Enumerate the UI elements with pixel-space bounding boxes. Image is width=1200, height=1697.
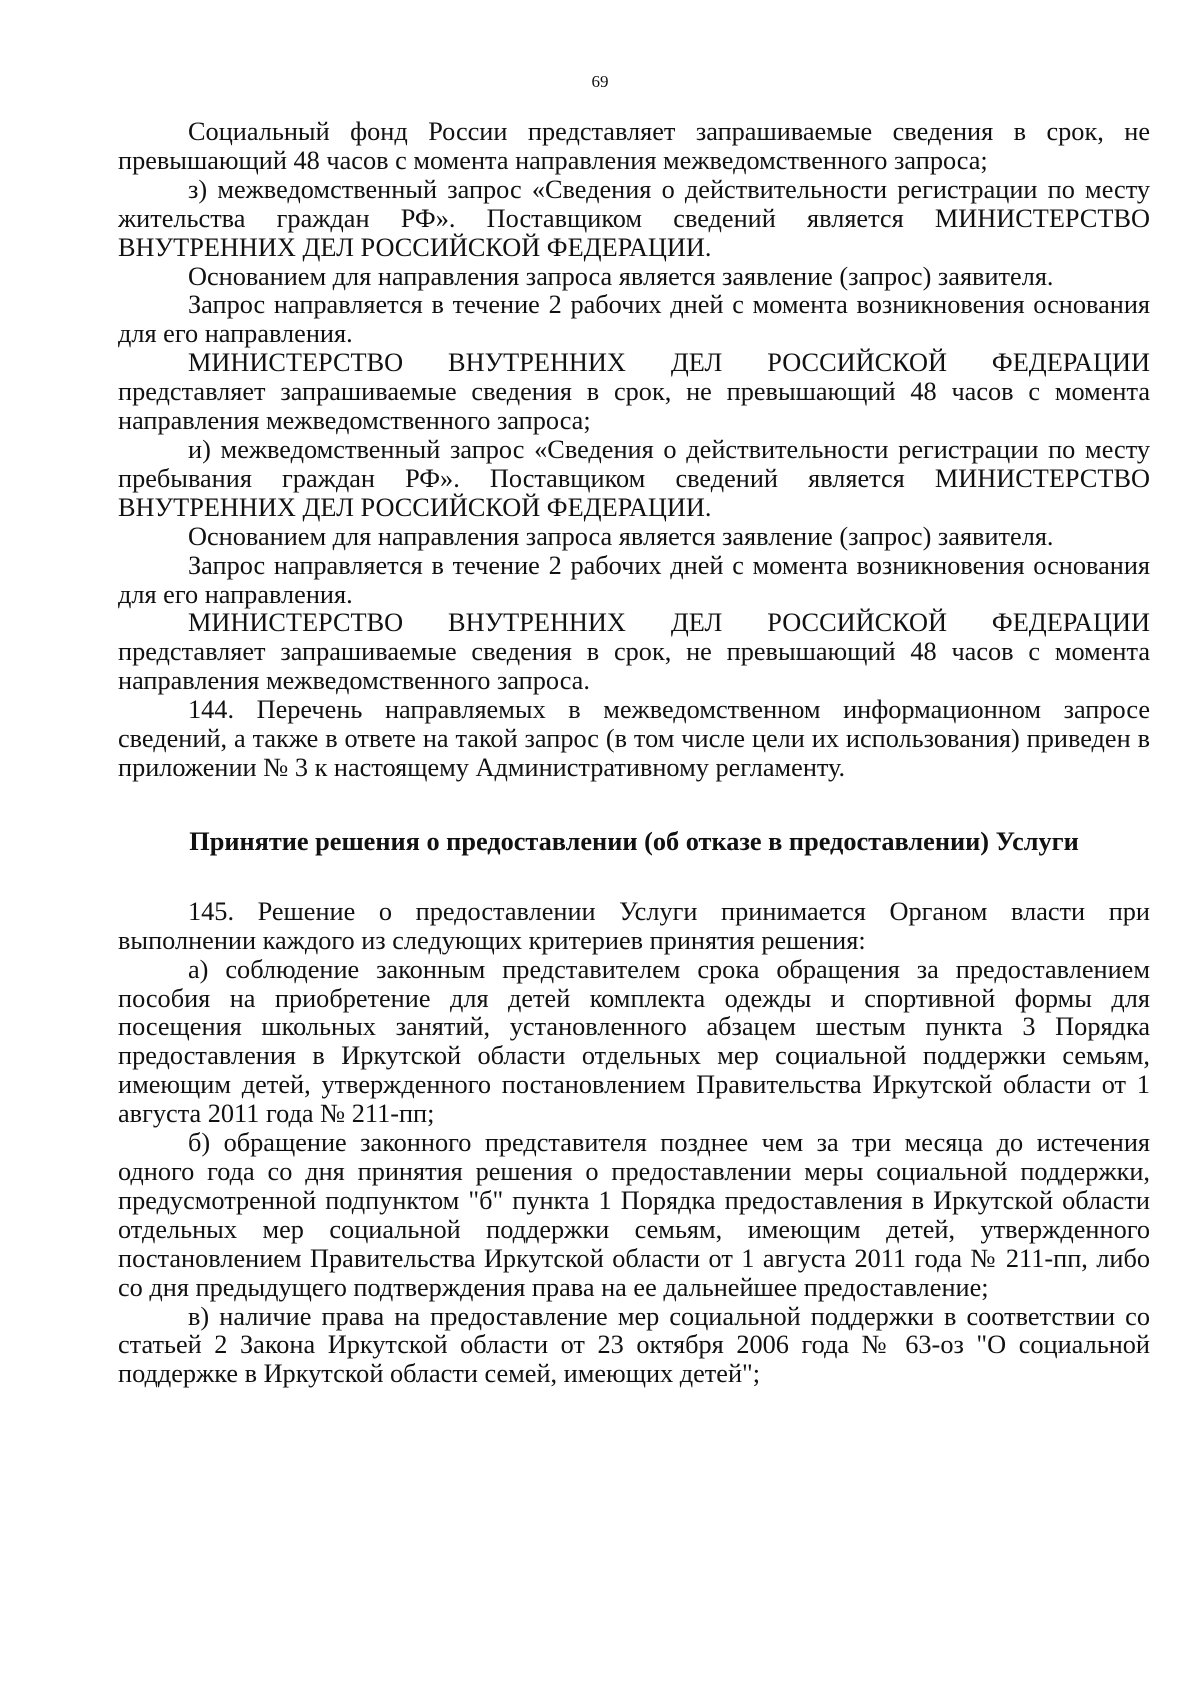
paragraph: а) соблюдение законным представителем срока обращения за предоставлением пособия на приобретение для детей комплекта одежды и спортивной формы для посещения школьных занятий, установленного абзацем шестым пункта 3 Порядка предоставления в Иркутской области отдельных мер социальной поддержки семьям, имеющим детей, утвержденного постановлением Правительства Иркутской области от 1 августа 2011 года № 211-пп; <box>118 954 1150 1129</box>
paragraph: МИНИСТЕРСТВО ВНУТРЕННИХ ДЕЛ РОССИЙСКОЙ ФЕДЕРАЦИИ представляет запрашиваемые сведения в срок, не превышающий 48 часов с момента направления межведомственного запроса. <box>118 608 1150 696</box>
section-heading: Принятие решения о предоставлении (об отказе в предоставлении) Услуги <box>189 826 1079 856</box>
paragraph: в) наличие права на предоставление мер социальной поддержки в соответствии со статьей 2 Закона Иркутской области от 23 октября 2006 года № 63-оз "О социальной поддержке в Иркутской области семей, имеющих детей"; <box>118 1301 1150 1389</box>
paragraph: Запрос направляется в течение 2 рабочих дней с момента возникновения основания для его направления. <box>118 550 1150 609</box>
paragraph: Социальный фонд России представляет запрашиваемые сведения в срок, не превышающий 48 часов с момента направления межведомственного запроса; <box>118 117 1150 175</box>
paragraph: МИНИСТЕРСТВО ВНУТРЕННИХ ДЕЛ РОССИЙСКОЙ ФЕДЕРАЦИИ представляет запрашиваемые сведения в срок, не превышающий 48 часов с момента направления межведомственного запроса; <box>118 348 1150 436</box>
paragraph: 145. Решение о предоставлении Услуги принимается Органом власти при выполнении каждого из следующих критериев принятия решения: <box>118 896 1150 955</box>
paragraph: Основанием для направления запроса является заявление (запрос) заявителя. <box>188 261 1054 291</box>
paragraph: з) межведомственный запрос «Сведения о действительности регистрации по месту жительства граждан РФ». Поставщиком сведений является МИНИСТЕРСТВО ВНУТРЕННИХ ДЕЛ РОССИЙСКОЙ ФЕДЕРАЦИИ. <box>118 174 1150 262</box>
paragraph: Запрос направляется в течение 2 рабочих дней с момента возникновения основания для его направления. <box>118 290 1150 349</box>
paragraph: б) обращение законного представителя позднее чем за три месяца до истечения одного года со дня принятия решения о предоставлении меры социальной поддержки, предусмотренной подпунктом "б" пункта 1 Порядка предоставления в Иркутской области отдельных мер социальной поддержки семьям, имеющим детей, утвержденного постановлением Правительства Иркутской области от 1 августа 2011 года № 211-пп, либо со дня предыдущего подтверждения права на ее дальнейшее предоставление; <box>118 1128 1150 1302</box>
paragraph: и) межведомственный запрос «Сведения о действительности регистрации по месту пребывания граждан РФ». Поставщиком сведений является МИНИСТЕРСТВО ВНУТРЕННИХ ДЕЛ РОССИЙСКОЙ ФЕДЕРАЦИИ. <box>118 434 1150 522</box>
page-number: 69 <box>591 72 609 91</box>
paragraph: Основанием для направления запроса является заявление (запрос) заявителя. <box>188 521 1054 551</box>
document-body <box>118 118 1150 1389</box>
paragraph: 144. Перечень направляемых в межведомственном информационном запросе сведений, а также в ответе на такой запрос (в том числе цели их использования) приведен в приложении № 3 к настоящему Административному регламенту. <box>118 695 1150 782</box>
